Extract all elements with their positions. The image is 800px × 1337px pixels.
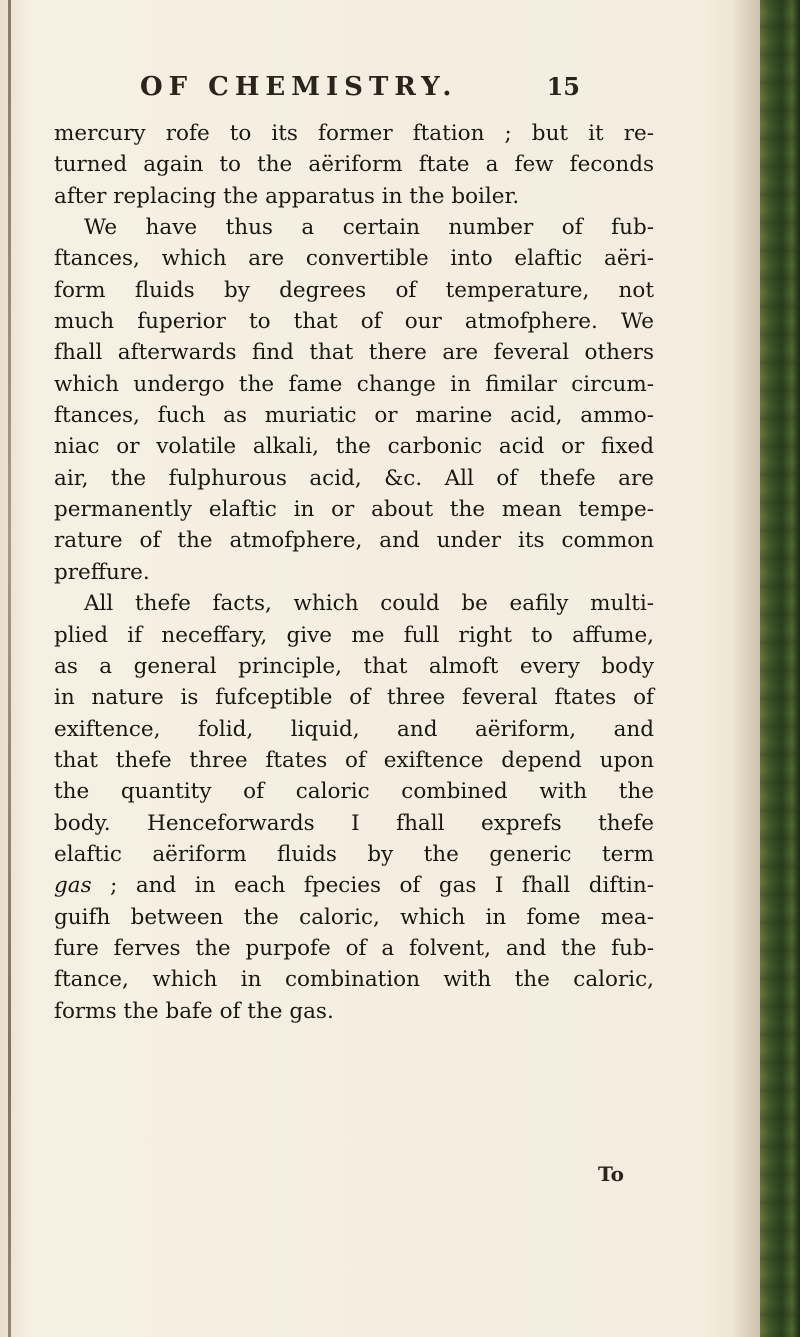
text-line: much fuperior to that of our atmofphere. We — [54, 309, 654, 335]
text-line: preffure. — [54, 559, 150, 585]
text-line: niac or volatile alkali, the carbonic acid or fixed — [54, 434, 654, 460]
text-line: elaftic aëriform fluids by the generic term — [54, 841, 654, 867]
text-line: forms the bafe of the gas. — [54, 998, 334, 1024]
text-line: exiftence, folid, liquid, and aëriform, and — [54, 716, 654, 742]
text-line: fhall afterwards find that there are feveral others — [54, 340, 654, 366]
text-line: in nature is fufceptible of three feveral ftates of — [54, 685, 654, 711]
text-line: body. Henceforwards I fhall exprefs thefe — [54, 810, 654, 836]
text-line: permanently elaftic in or about the mean tempe- — [54, 497, 654, 523]
text-line: turned again to the aëriform ftate a few feconds — [54, 152, 654, 178]
text-line: ftances, which are convertible into elaftic aëri- — [54, 246, 654, 272]
running-head: OF CHEMISTRY. — [140, 72, 458, 102]
text-line: after replacing the apparatus in the boiler. — [54, 183, 520, 209]
text-line: fure ferves the purpofe of a folvent, and the fub- — [54, 935, 654, 961]
text-line: the quantity of caloric combined with the — [54, 779, 654, 805]
binding-shadow — [732, 0, 760, 1337]
text-line: guifh between the caloric, which in fome mea- — [54, 904, 654, 930]
text-line: form fluids by degrees of temperature, not — [54, 277, 654, 303]
text-line: which undergo the fame change in fimilar circum- — [54, 371, 654, 397]
text-line: ftances, fuch as muriatic or marine acid, ammo- — [54, 403, 654, 429]
page-header — [140, 72, 580, 112]
text-line: plied if neceffary, give me full right to affume, — [54, 622, 654, 648]
body-text — [54, 118, 654, 1027]
text-line: mercury rofe to its former ftation ; but it re- — [54, 121, 654, 146]
text-line: We have thus a certain number of fub- — [84, 215, 654, 241]
page-edge-line — [8, 0, 11, 1337]
text-line: gas ; and in each fpecies of gas I fhall diftin- — [54, 873, 654, 899]
text-line: that thefe three ftates of exiftence depend upon — [54, 747, 654, 773]
text-line: as a general principle, that almoft every body — [54, 653, 654, 679]
book-binding-edge — [760, 0, 800, 1337]
text-line: air, the fulphurous acid, &c. All of thefe are — [54, 465, 654, 491]
text-line: ftance, which in combination with the caloric, — [54, 967, 654, 993]
page-number: 15 — [546, 72, 580, 101]
text-line: All thefe facts, which could be eafily multi- — [84, 591, 654, 617]
catchword: To — [598, 1162, 624, 1186]
text-line: rature of the atmofphere, and under its common — [54, 528, 654, 554]
